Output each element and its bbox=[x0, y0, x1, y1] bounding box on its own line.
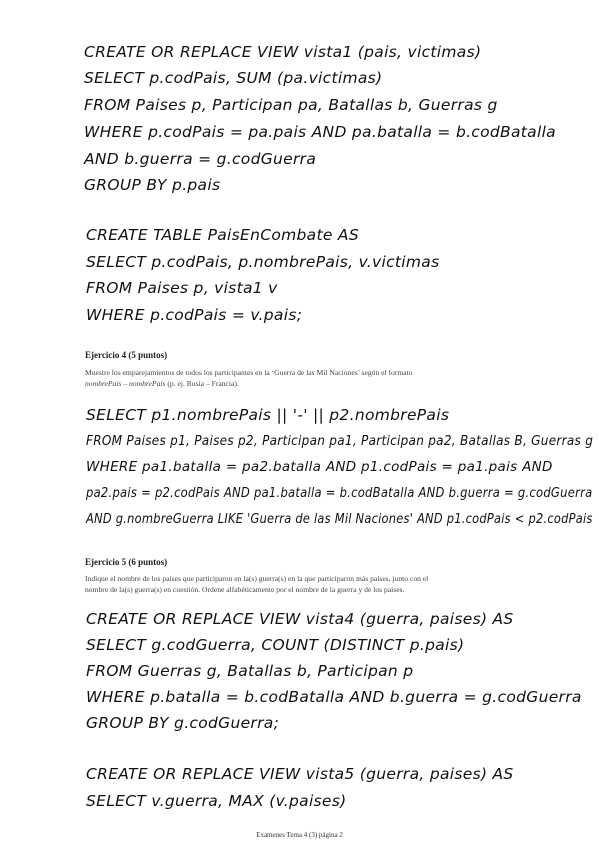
exercise-4-heading: Ejercicio 4 (5 puntos) bbox=[85, 350, 168, 360]
handwritten-line: FROM Guerras g, Batallas b, Participan p bbox=[86, 662, 414, 680]
handwritten-line: WHERE p.batalla = b.codBatalla AND b.guerra = g.codGuerra bbox=[86, 688, 582, 706]
handwritten-line: AND b.guerra = g.codGuerra bbox=[84, 150, 317, 168]
handwritten-line: GROUP BY p.pais bbox=[84, 176, 221, 194]
handwritten-line: SELECT v.guerra, MAX (v.paises) bbox=[86, 792, 347, 810]
handwritten-line: FROM Paises p, Participan pa, Batallas b, Guerras g bbox=[84, 96, 498, 114]
handwritten-line: CREATE OR REPLACE VIEW vista4 (guerra, paises) AS bbox=[86, 610, 514, 628]
handwritten-line: CREATE OR REPLACE VIEW vista5 (guerra, paises) AS bbox=[86, 765, 514, 783]
handwritten-line: SELECT p.codPais, p.nombrePais, v.victimas bbox=[86, 253, 440, 271]
exercise-5-text-line-2: nombre de la(s) guerra(s) en cuestión. Ordene alfabéticamente por el nombre de la guerra y de los países. bbox=[85, 585, 405, 594]
handwritten-line: CREATE OR REPLACE VIEW vista1 (pais, victimas) bbox=[84, 43, 482, 61]
handwritten-line: SELECT p1.nombrePais || '-' || p2.nombrePais bbox=[86, 406, 450, 424]
handwritten-line: FROM Paises p, vista1 v bbox=[86, 279, 278, 297]
handwritten-line: WHERE pa1.batalla = pa2.batalla AND p1.codPais = pa1.pais AND bbox=[86, 459, 553, 475]
handwritten-line: GROUP BY g.codGuerra; bbox=[86, 714, 280, 732]
handwritten-line: SELECT g.codGuerra, COUNT (DISTINCT p.pais) bbox=[86, 636, 465, 654]
handwritten-line: FROM Paises p1, Paises p2, Participan pa1, Participan pa2, Batallas B, Guerras g bbox=[86, 433, 594, 449]
handwritten-line: WHERE p.codPais = pa.pais AND pa.batalla = b.codBatalla bbox=[84, 123, 556, 141]
exercise-4-example: (p. ej. Rusia – Francia). bbox=[165, 379, 239, 388]
exercise-4-statement bbox=[85, 367, 525, 389]
handwritten-line: SELECT p.codPais, SUM (pa.victimas) bbox=[84, 69, 383, 87]
exercise-5-heading: Ejercicio 5 (6 puntos) bbox=[85, 557, 168, 567]
exercise-4-format: nombrePaís – nombrePaís bbox=[85, 379, 166, 388]
handwritten-line: AND g.nombreGuerra LIKE 'Guerra de las Mil Naciones' AND p1.codPais < p2.codPais bbox=[86, 511, 593, 527]
exercise-5-text-line-1: Indique el nombre de los países que participaron en la(s) guerra(s) en la que participaron más países, junto con el bbox=[85, 574, 429, 583]
exercise-4-text-line-1: Muestre los emparejamientos de todos los participantes en la ‘Guerra de las Mil Naciones’ según el formato bbox=[85, 368, 413, 377]
handwritten-line: CREATE TABLE PaisEnCombate AS bbox=[86, 226, 359, 244]
exercise-5-statement bbox=[85, 573, 525, 595]
page-footer: Examenes Tema 4 (3) página 2 bbox=[256, 831, 343, 839]
handwritten-line: pa2.pais = p2.codPais AND pa1.batalla = b.codBatalla AND b.guerra = g.codGuerra bbox=[86, 485, 593, 501]
handwritten-line: WHERE p.codPais = v.pais; bbox=[86, 306, 303, 324]
